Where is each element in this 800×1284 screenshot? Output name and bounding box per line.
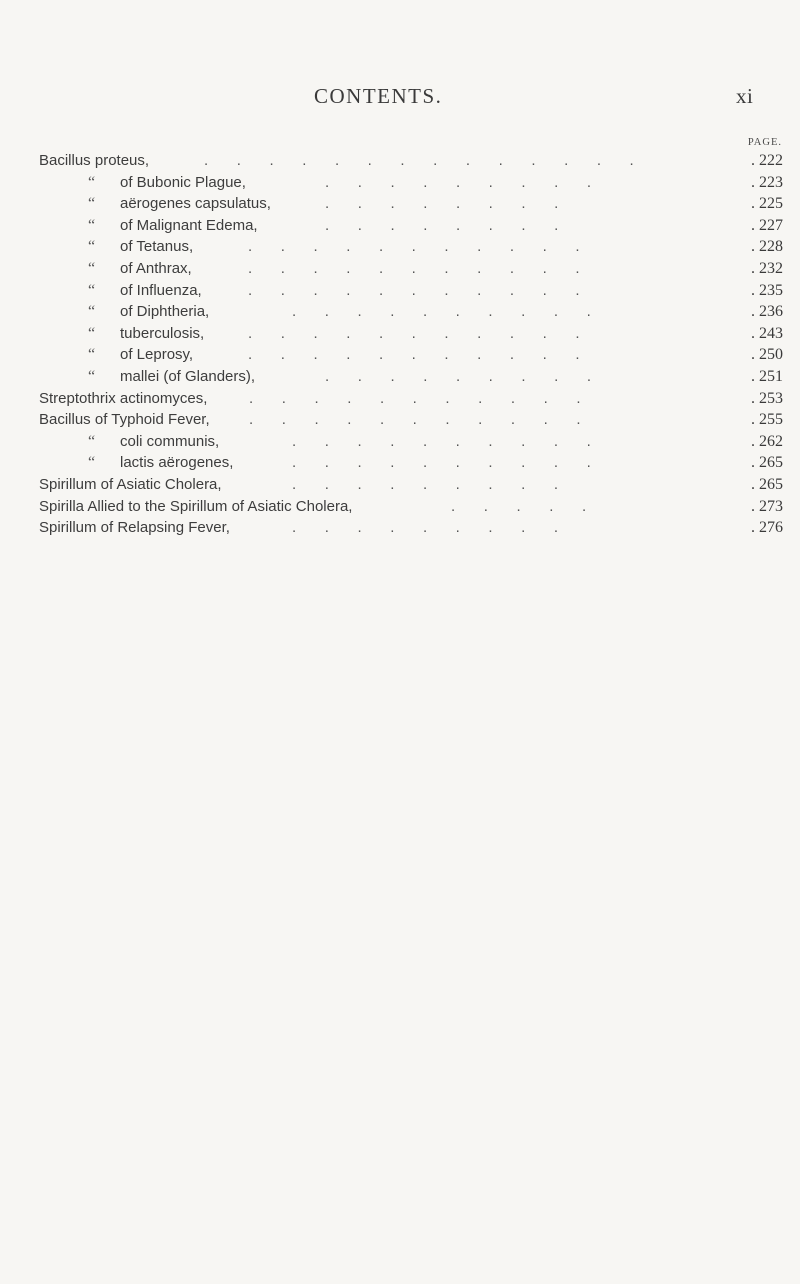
toc-entry-page: . 265 (751, 454, 783, 472)
toc-entry-page: . 265 (751, 475, 783, 493)
table-of-contents (0, 152, 800, 541)
toc-entry-title: Spirillum of Relapsing Fever, (39, 519, 230, 537)
toc-entry-page: . 251 (751, 367, 783, 385)
toc-entry (0, 325, 800, 347)
ditto-mark: “ (88, 195, 96, 213)
toc-entry-title: Spirilla Allied to the Spirillum of Asiatic Cholera, (39, 497, 353, 515)
page-header (0, 84, 800, 114)
toc-entry-title: of Bubonic Plague, (120, 173, 246, 191)
dot-leader: . . . . . . . . . (292, 475, 571, 493)
toc-entry-page: . 243 (751, 324, 783, 342)
toc-entry-title: mallei (of Glanders), (120, 367, 256, 385)
dot-leader: . . . . . . . . . . . . . . (204, 152, 646, 169)
toc-entry (0, 498, 800, 520)
toc-entry-title: Spirillum of Asiatic Cholera, (39, 475, 222, 493)
ditto-mark: “ (88, 259, 96, 277)
toc-entry (0, 195, 800, 217)
toc-entry-page: . 276 (751, 519, 783, 537)
toc-entry-title: of Tetanus, (120, 238, 194, 256)
dot-leader: . . . . . . . . (325, 195, 571, 213)
ditto-mark: “ (88, 216, 96, 234)
toc-entry-title: of Leprosy, (120, 346, 194, 364)
dot-leader: . . . . . . . . . . (292, 432, 603, 450)
toc-entry-page: . 225 (751, 195, 783, 213)
ditto-mark: “ (88, 281, 96, 299)
ditto-mark: “ (88, 303, 96, 321)
toc-entry-page: . 273 (751, 497, 783, 515)
dot-leader: . . . . . . . . . . . (248, 324, 592, 342)
toc-entry (0, 433, 800, 455)
toc-entry (0, 346, 800, 368)
toc-entry (0, 476, 800, 498)
toc-entry (0, 238, 800, 260)
toc-entry (0, 282, 800, 304)
toc-entry (0, 217, 800, 239)
toc-entry (0, 174, 800, 196)
toc-entry-page: . 232 (751, 259, 783, 277)
toc-entry (0, 368, 800, 390)
toc-entry-page: . 235 (751, 281, 783, 299)
toc-entry (0, 411, 800, 433)
ditto-mark: “ (88, 238, 96, 256)
toc-entry-page: . 262 (751, 432, 783, 450)
toc-entry-title: tuberculosis, (120, 324, 205, 342)
dot-leader: . . . . . . . . . . . (249, 389, 593, 407)
dot-leader: . . . . . . . . . (325, 173, 604, 191)
ditto-mark: “ (88, 173, 96, 191)
dot-leader: . . . . . . . . . . (292, 454, 603, 472)
toc-entry-title: lactis aërogenes, (120, 454, 234, 472)
dot-leader: . . . . . . . . . . . (248, 346, 592, 364)
dot-leader: . . . . . . . . . . . (248, 259, 592, 277)
ditto-mark: “ (88, 324, 96, 342)
toc-entry-title: Streptothrix actinomyces, (39, 389, 208, 407)
ditto-mark: “ (88, 454, 96, 472)
toc-entry-page: . 223 (751, 173, 783, 191)
dot-leader: . . . . . (451, 497, 599, 515)
toc-entry-page: . 250 (751, 346, 783, 364)
toc-entry-page: . 255 (751, 411, 783, 429)
toc-entry-title: of Diphtheria, (120, 303, 210, 321)
dot-leader: . . . . . . . . . . (292, 303, 603, 321)
toc-entry-title: of Influenza, (120, 281, 202, 299)
ditto-mark: “ (88, 432, 96, 450)
toc-entry-page: . 236 (751, 303, 783, 321)
toc-entry (0, 260, 800, 282)
running-title: CONTENTS. (314, 84, 443, 108)
page-number: xi (736, 84, 754, 108)
dot-leader: . . . . . . . . . . . (248, 281, 592, 299)
toc-entry-page: . 227 (751, 216, 783, 234)
dot-leader: . . . . . . . . . (325, 367, 604, 385)
toc-entry (0, 390, 800, 412)
toc-entry-page: . 228 (751, 238, 783, 256)
toc-entry (0, 454, 800, 476)
toc-entry-title: coli communis, (120, 432, 220, 450)
ditto-mark: “ (88, 367, 96, 385)
toc-entry-title: Bacillus proteus, (39, 152, 150, 169)
toc-entry-title: of Anthrax, (120, 259, 192, 277)
toc-entry-title: of Malignant Edema, (120, 216, 258, 234)
toc-entry-title: Bacillus of Typhoid Fever, (39, 411, 210, 429)
toc-entry (0, 152, 800, 174)
dot-leader: . . . . . . . . . (292, 519, 571, 537)
dot-leader: . . . . . . . . . . . (249, 411, 593, 429)
toc-entry-page: . 222 (751, 152, 783, 169)
ditto-mark: “ (88, 346, 96, 364)
dot-leader: . . . . . . . . (325, 216, 571, 234)
toc-entry (0, 519, 800, 541)
toc-entry-page: . 253 (751, 389, 783, 407)
toc-entry-title: aërogenes capsulatus, (120, 195, 271, 213)
page-column-label: PAGE. (747, 137, 782, 148)
dot-leader: . . . . . . . . . . . (248, 238, 592, 256)
toc-entry (0, 303, 800, 325)
